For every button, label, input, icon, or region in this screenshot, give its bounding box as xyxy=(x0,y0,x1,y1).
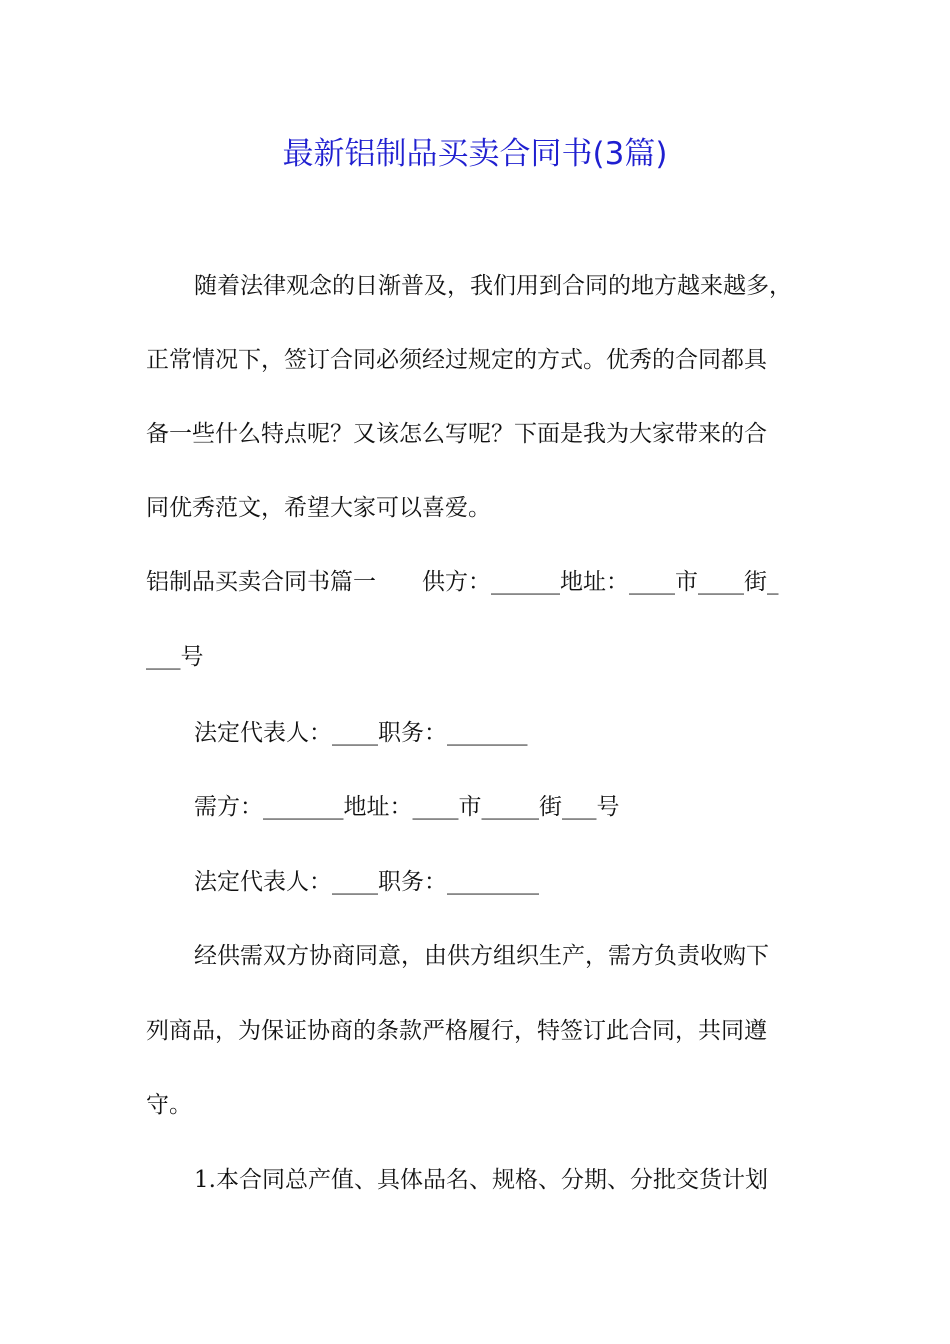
buyer-address-line: 需方：_______地址：____市_____街___号 xyxy=(194,794,620,820)
paragraph-line: 随着法律观念的日渐普及，我们用到合同的地方越来越多， xyxy=(194,273,792,299)
paragraph-line: 同优秀范文，希望大家可以喜爱。 xyxy=(146,495,491,521)
paragraph-line: 列商品，为保证协商的条款严格履行，特签订此合同，共同遵 xyxy=(146,1018,767,1044)
clause-line: 1.本合同总产值、具体品名、规格、分期、分批交货计划 xyxy=(194,1167,768,1193)
buyer-representative-line: 法定代表人：____职务：________ xyxy=(194,869,539,895)
paragraph-line: 经供需双方协商同意，由供方组织生产，需方负责收购下 xyxy=(194,943,769,969)
supplier-representative-line: 法定代表人：____职务：_______ xyxy=(194,720,528,746)
paragraph-line: ___号 xyxy=(146,644,204,670)
paragraph-line: 备一些什么特点呢？又该怎么写呢？下面是我为大家带来的合 xyxy=(146,421,767,447)
paragraph-line: 守。 xyxy=(146,1092,192,1118)
section-heading-line: 铝制品买卖合同书篇一 供方：______地址：____市____街_ xyxy=(146,569,779,595)
paragraph-line: 正常情况下，签订合同必须经过规定的方式。优秀的合同都具 xyxy=(146,347,767,373)
document-title: 最新铝制品买卖合同书(3篇) xyxy=(282,136,668,172)
